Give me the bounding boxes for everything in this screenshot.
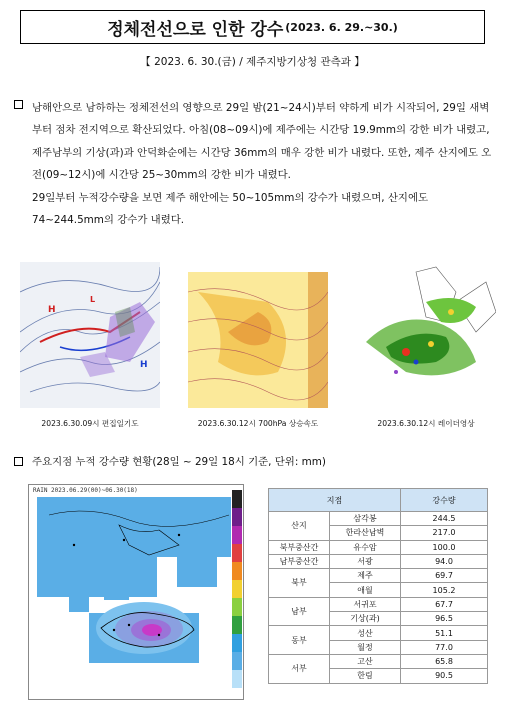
point-cell: 한림 xyxy=(330,669,401,683)
paragraph-2: 29일부터 누적강수량을 보면 제주 해안에는 50~105mm의 강수가 내렸으며, 산지에도 74~244.5mm의 강수가 내렸다. xyxy=(32,191,429,227)
region-cell: 동부 xyxy=(269,626,330,655)
value-cell: 105.2 xyxy=(401,583,488,597)
table-row xyxy=(269,569,488,583)
vertical-velocity-image xyxy=(188,262,328,408)
point-cell: 서광 xyxy=(330,554,401,568)
region-cell: 남부 xyxy=(269,597,330,626)
header-rainfall: 강수량 xyxy=(401,489,488,512)
value-cell: 69.7 xyxy=(401,569,488,583)
value-cell: 244.5 xyxy=(401,512,488,526)
title-date: (2023. 6. 29.~30.) xyxy=(285,20,398,34)
value-cell: 77.0 xyxy=(401,640,488,654)
svg-text:H: H xyxy=(48,305,56,315)
bullet-square-icon xyxy=(14,457,23,466)
region-cell: 북부중산간 xyxy=(269,540,330,554)
radar-image xyxy=(356,262,496,408)
weather-chart-image xyxy=(20,262,160,408)
region-cell: 산지 xyxy=(269,512,330,541)
figure-caption-1: 2023.6.30.09시 편집일기도 xyxy=(41,419,139,428)
value-cell: 51.1 xyxy=(401,626,488,640)
paragraph-1: 남해안으로 남하하는 정체전선의 영향으로 29일 밤(21~24시)부터 약하게 비가 시작되어, 29일 새벽부터 점차 전지역으로 확산되었다. 아침(08~09시)에 제주에는 시간당 19.9mm의 강한 비가 내렸고, 제주남부의 기상(과)과 안덕화순에는 시간당 36mm의 매우 강한 비가 내렸다. 또한, 제주 산지에도 오전(09~12시)에 시간당 25~30mm의 강한 비가 내렸다. xyxy=(32,102,492,182)
header-point: 지점 xyxy=(269,489,401,512)
rainfall-map-image xyxy=(28,484,244,700)
value-cell: 65.8 xyxy=(401,654,488,668)
value-cell: 100.0 xyxy=(401,540,488,554)
point-cell: 성산 xyxy=(330,626,401,640)
table-row xyxy=(269,626,488,640)
point-cell: 유수암 xyxy=(330,540,401,554)
value-cell: 94.0 xyxy=(401,554,488,568)
table-row xyxy=(269,597,488,611)
point-cell: 서귀포 xyxy=(330,597,401,611)
point-cell: 한라산남벽 xyxy=(330,526,401,540)
point-cell: 월정 xyxy=(330,640,401,654)
value-cell: 67.7 xyxy=(401,597,488,611)
subtitle: 【 2023. 6. 30.(금) / 제주지방기상청 관측과 】 xyxy=(140,56,365,68)
svg-text:H: H xyxy=(140,360,148,370)
table-row xyxy=(269,654,488,668)
color-scale-bar xyxy=(232,490,242,688)
svg-text:L: L xyxy=(90,295,96,304)
title-main: 정체전선으로 인한 강수 xyxy=(107,19,284,40)
value-cell: 217.0 xyxy=(401,526,488,540)
rainfall-table xyxy=(268,488,488,684)
title-box xyxy=(20,10,485,44)
region-cell: 남부중산간 xyxy=(269,554,330,568)
table-row xyxy=(269,512,488,526)
value-cell: 90.5 xyxy=(401,669,488,683)
point-cell: 애월 xyxy=(330,583,401,597)
figure-caption-3: 2023.6.30.12시 레이더영상 xyxy=(377,419,475,428)
section2-title: 주요지점 누적 강수량 현황(28일 ~ 29일 18시 기준, 단위: mm) xyxy=(32,456,326,468)
map-header: RAIN 2023.06.29(00)~06.30(18) xyxy=(33,487,138,494)
value-cell: 96.5 xyxy=(401,612,488,626)
region-cell: 서부 xyxy=(269,654,330,683)
point-cell: 제주 xyxy=(330,569,401,583)
region-cell: 북부 xyxy=(269,569,330,598)
point-cell: 삼각봉 xyxy=(330,512,401,526)
figure-caption-2: 2023.6.30.12시 700hPa 상승속도 xyxy=(197,419,319,428)
table-row xyxy=(269,540,488,554)
bullet-square-icon xyxy=(14,100,23,109)
point-cell: 고산 xyxy=(330,654,401,668)
table-row xyxy=(269,554,488,568)
body-text xyxy=(32,97,494,231)
point-cell: 기상(과) xyxy=(330,612,401,626)
